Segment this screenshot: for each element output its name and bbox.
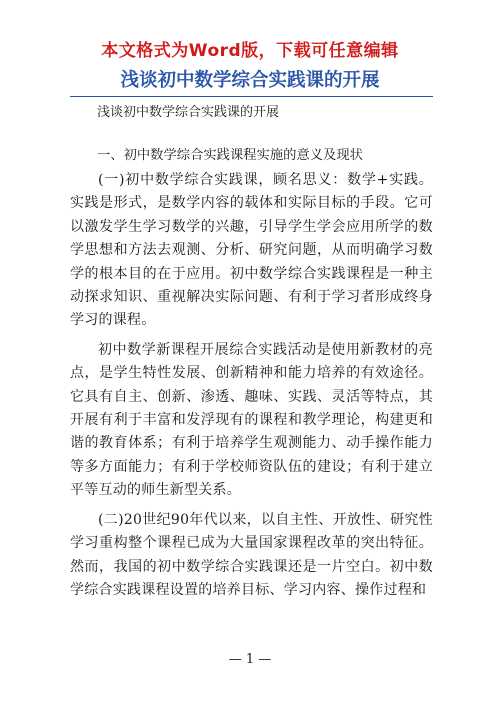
document-body	[70, 100, 433, 608]
title-divider	[70, 96, 433, 97]
paragraph-3: (二)20世纪90年代以来，以自主性、开放性、研究性学习重构整个课程已成为大量国家课程改革的突出特征。然而，我国的初中数学综合实践课还是一片空白。初中数学综合实践课程设置的培养目标、学习内容、操作过程和	[70, 511, 433, 598]
section-heading: 一、初中数学综合实践课程实施的意义及现状	[97, 148, 363, 163]
page-number: — 1 —	[228, 652, 272, 667]
paragraph-1: (一)初中数学综合实践课，顾名思义：数学+实践。实践是形式，是数学内容的载体和实际目标的手段。它可以激发学生学习数学的兴趣，引导学生学会应用所学的数学思想和方法去观测、分析、研究问题，从而明确学习数学的根本目的在于应用。初中数学综合实践课程是一种主动探求知识、重视解决实际问题、有利于学习者形成终身学习的课程。	[70, 172, 433, 329]
paragraph-2: 初中数学新课程开展综合实践活动是使用新教材的亮点，是学生特性发展、创新精神和能力培养的有效途径。它具有自主、创新、渗透、趣味、实践、灵活等特点，其开展有利于丰富和发浮现有的课程和教学理论，构建更和谐的教育体系；有利于培养学生观测能力、动手操作能力等多方面能力；有利于学校师资队伍的建设；有利于建立平等互动的师生新型关系。	[70, 341, 433, 499]
document-title: 浅谈初中数学综合实践课的开展	[120, 70, 380, 91]
format-banner: 本文格式为Word版，下载可任意编辑	[101, 41, 399, 61]
subtitle: 浅谈初中数学综合实践课的开展	[97, 105, 280, 120]
